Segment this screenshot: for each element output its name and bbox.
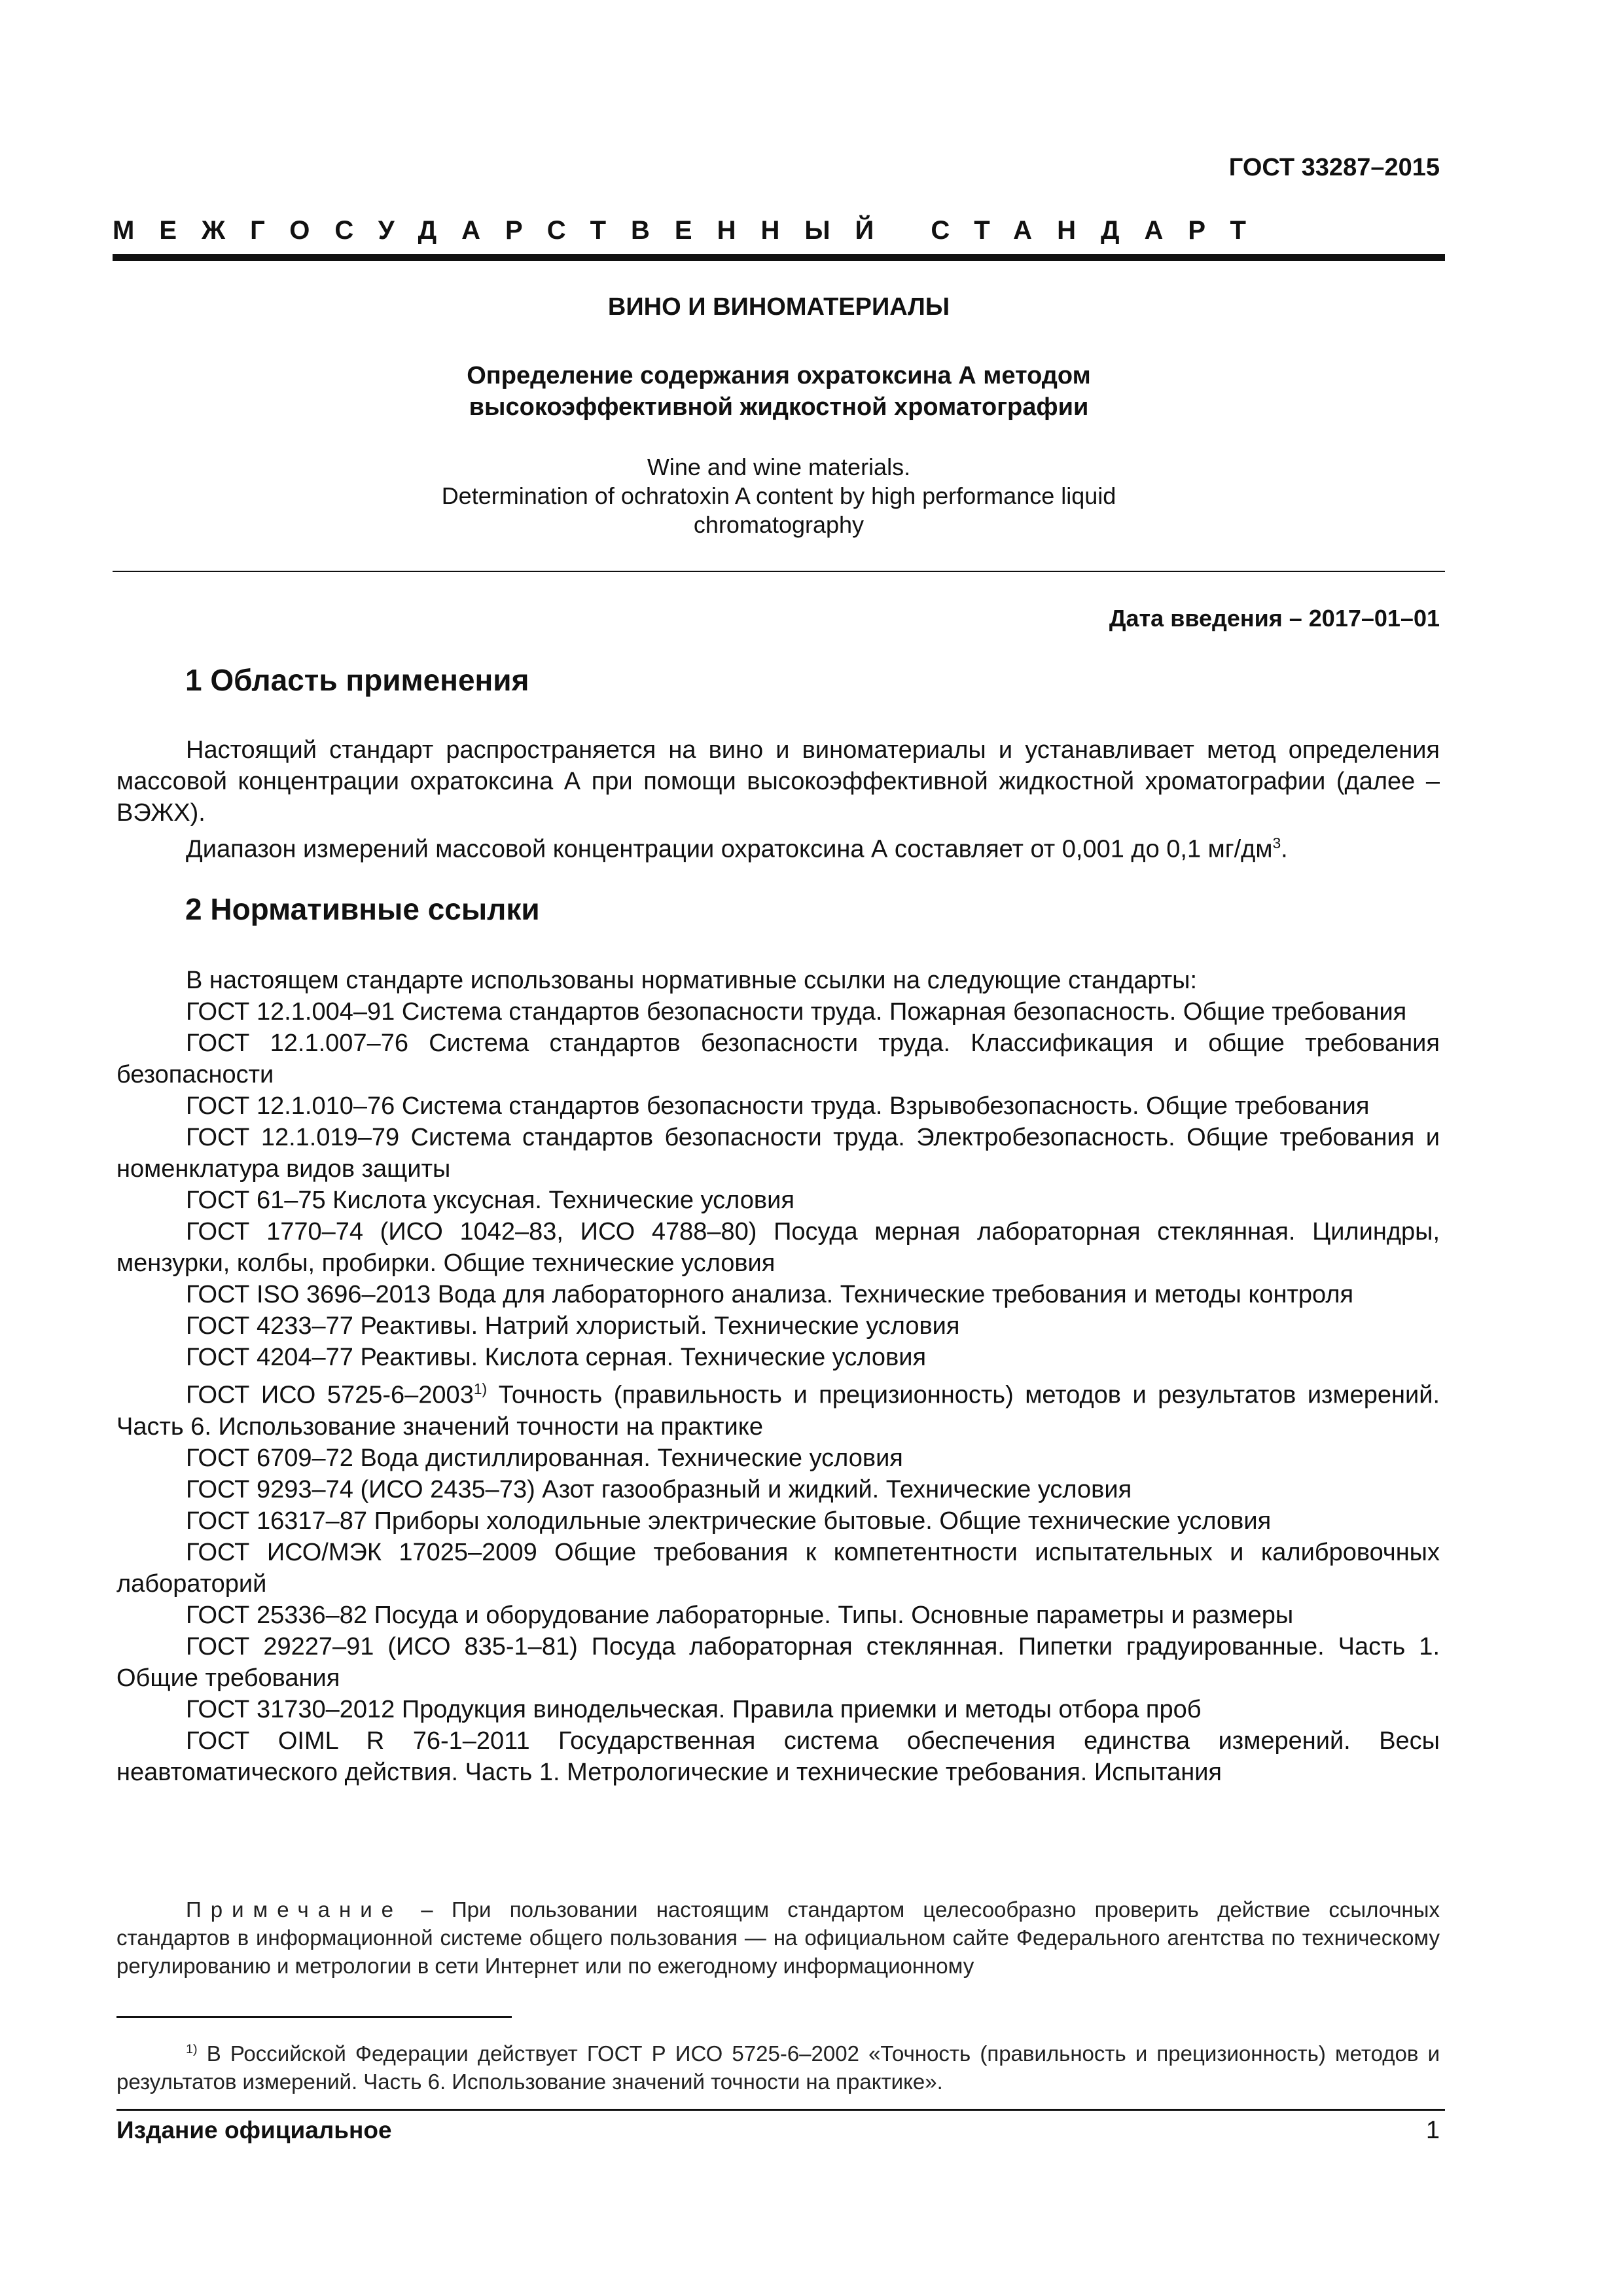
reference-item-iso (116, 1373, 1440, 1443)
footnote-marker: 1) (473, 1380, 488, 1397)
measurement-range-paragraph (116, 827, 1440, 865)
reference-item: ГОСТ ИСО/МЭК 17025–2009 Общие требования к компетентности испытательных и калибровочных лабораторий (116, 1538, 1440, 1598)
normative-references-list (116, 965, 1440, 1788)
reference-item: ГОСТ 4204–77 Реактивы. Кислота серная. Технические условия (186, 1344, 927, 1371)
document-code: ГОСТ 33287–2015 (1228, 154, 1440, 181)
english-title-line: Determination of ochratoxin A content by high performance liquid (441, 482, 1116, 509)
reference-item: ГОСТ 25336–82 Посуда и оборудование лабораторные. Типы. Основные параметры и размеры (186, 1601, 1294, 1629)
footnote-text: В Российской Федерации действует ГОСТ Р ИСО 5725-6–2002 «Точность (правильность и прецизионность) методов и результатов измерений. Часть 6. Использование значений точности на практике». (116, 2041, 1440, 2094)
reference-item: ГОСТ 12.1.010–76 Система стандартов безопасности труда. Взрывобезопасность. Общие требования (186, 1092, 1370, 1120)
paragraph-end: . (1281, 835, 1288, 863)
section-2-heading: 2 Нормативные ссылки (185, 892, 540, 926)
reference-item: ГОСТ 9293–74 (ИСО 2435–73) Азот газообразный и жидкий. Технические условия (186, 1475, 1132, 1503)
measurement-range-text: Диапазон измерений массовой концентрации охратоксина А составляет от 0,001 до 0,1 мг/дм (186, 835, 1273, 863)
reference-item: ГОСТ 12.1.007–76 Система стандартов безопасности труда. Классификация и общие требования безопасности (116, 1030, 1440, 1088)
reference-item: ГОСТ OIML R 76-1–2011 Государственная система обеспечения единства измерений. Весы неавтоматического действия. Часть 1. Метрологические и технические требования. Испытания (116, 1727, 1440, 1786)
reference-item: ГОСТ 29227–91 (ИСО 835-1–81) Посуда лабораторная стеклянная. Пипетки градуированные. Часть 1. Общие требования (116, 1632, 1440, 1692)
reference-item: ГОСТ 1770–74 (ИСО 1042–83, ИСО 4788–80) Посуда мерная лабораторная стеклянная. Цилиндры, мензурки, колбы, пробирки. Общие технические условия (116, 1218, 1440, 1277)
subtitle-line: Определение содержания охратоксина А методом (467, 362, 1091, 389)
introduction-date: Дата введения – 2017–01–01 (1109, 605, 1440, 632)
note-label: Примечание (186, 1897, 403, 1922)
reference-item: ГОСТ 16317–87 Приборы холодильные электрические бытовые. Общие технические условия (186, 1507, 1272, 1535)
footnote-rule (116, 2016, 512, 2018)
subtitle-line: высокоэффективной жидкостной хроматографии (469, 393, 1089, 421)
note-paragraph (116, 1895, 1440, 1980)
reference-item: ГОСТ ISO 3696–2013 Вода для лабораторного анализа. Технические требования и методы контроля (186, 1281, 1354, 1308)
unit-superscript: 3 (1272, 834, 1281, 852)
english-title (113, 453, 1445, 539)
footnote-marker: 1) (186, 2042, 198, 2056)
standard-type-banner: МЕЖГОСУДАРСТВЕННЫЙ СТАНДАРТ (113, 216, 1271, 245)
edition-label: Издание официальное (116, 2117, 392, 2144)
references-intro: В настоящем стандарте использованы нормативные ссылки на следующие стандарты: (186, 967, 1198, 994)
reference-item: ГОСТ 6709–72 Вода дистиллированная. Технические условия (186, 1444, 903, 1472)
note-text: – При пользовании настоящим стандартом целесообразно проверить действие ссылочных стандартов в информационной системе общего пользования — на официальном сайте Федерального агентства по техническому регулированию и метрологии в сети Интернет или по ежегодному информационному (116, 1897, 1440, 1978)
reference-item: ГОСТ 61–75 Кислота уксусная. Технические условия (186, 1187, 794, 1214)
footer-rule (116, 2109, 1445, 2111)
reference-code: ГОСТ ИСО 5725-6–2003 (186, 1381, 474, 1409)
reference-item: ГОСТ 12.1.004–91 Система стандартов безопасности труда. Пожарная безопасность. Общие требования (186, 998, 1407, 1026)
document-subtitle (113, 360, 1445, 423)
reference-item: ГОСТ 31730–2012 Продукция винодельческая. Правила приемки и методы отбора проб (186, 1695, 1202, 1723)
reference-item: ГОСТ 12.1.019–79 Система стандартов безопасности труда. Электробезопасность. Общие требования и номенклатура видов защиты (116, 1124, 1440, 1183)
section-1-heading: 1 Область применения (185, 663, 529, 697)
footnote (116, 2036, 1440, 2096)
english-title-line: chromatography (693, 511, 865, 538)
english-title-line: Wine and wine materials. (647, 454, 911, 480)
document-title: ВИНО И ВИНОМАТЕРИАЛЫ (607, 293, 950, 321)
reference-description: Точность (правильность и прецизионность) методов и результатов измерений. Часть 6. Использование значений точности на практике (116, 1381, 1440, 1441)
section-1-paragraph: Настоящий стандарт распространяется на вино и виноматериалы и устанавливает метод определения массовой концентрации охратоксина А при помощи высокоэффективной жидкостной хроматографии (далее – ВЭЖХ). (116, 736, 1440, 827)
page-number: 1 (1425, 2117, 1440, 2144)
header-rule (113, 254, 1445, 261)
reference-item: ГОСТ 4233–77 Реактивы. Натрий хлористый. Технические условия (186, 1312, 960, 1340)
title-rule (113, 571, 1445, 572)
